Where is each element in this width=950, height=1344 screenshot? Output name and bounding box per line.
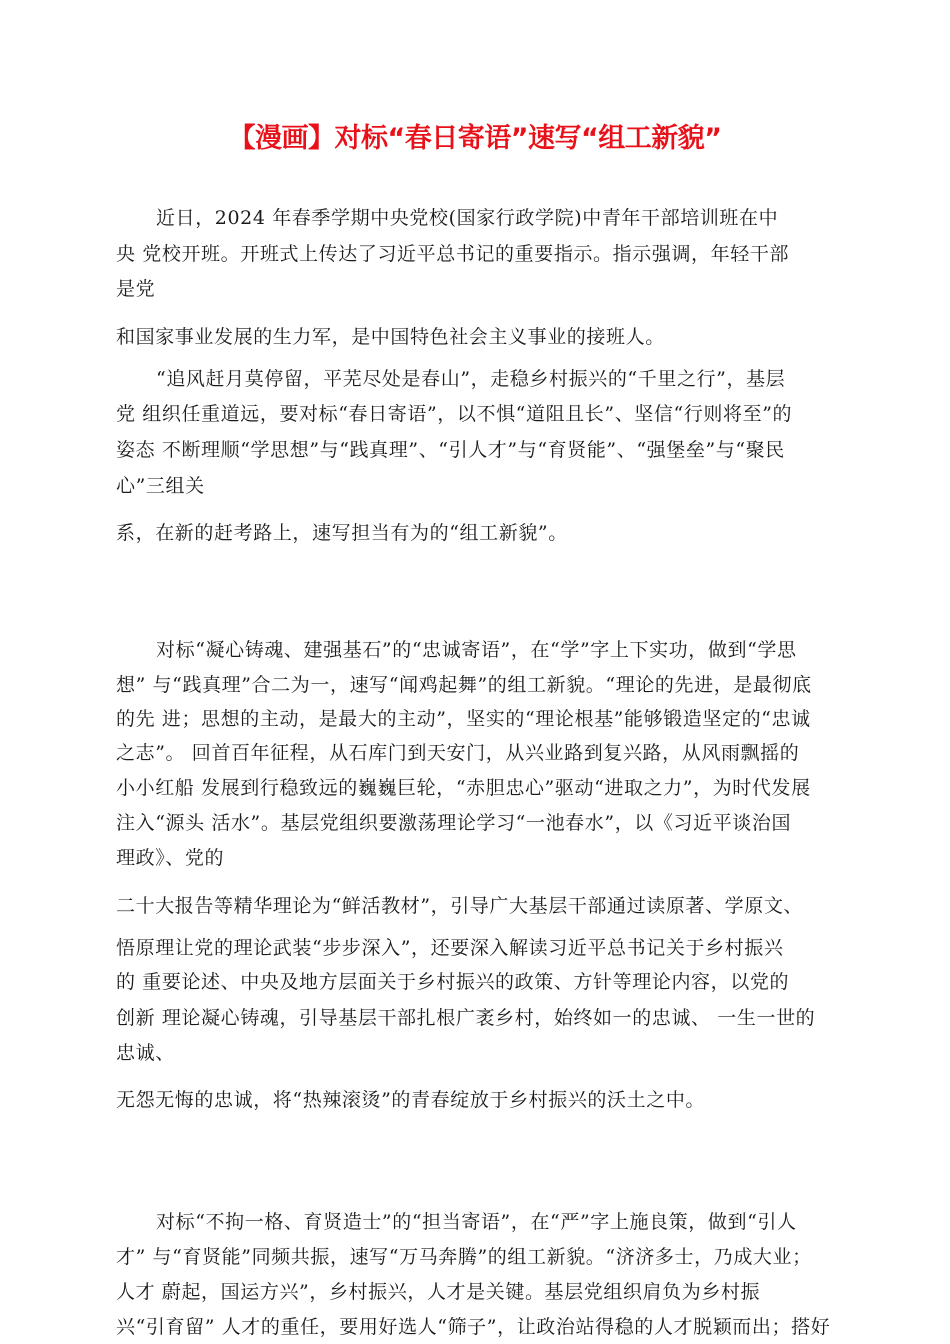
paragraph-line: 系，在新的赶考路上，速写担当有为的“组工新貌”。 <box>116 522 568 544</box>
paragraph-line: 的先 进；思想的主动，是最大的主动”，坚实的“理论根基”能够锻造坚定的“忠诚 <box>116 708 811 730</box>
paragraph-line: 人才 蔚起，国运方兴”，乡村振兴，人才是关键。基层党组织肩负为乡村振 <box>116 1281 761 1303</box>
paragraph-line: 才” 与“育贤能”同频共振，速写“万马奔腾”的组工新貌。“济济多士，乃成大业； <box>116 1246 812 1268</box>
paragraph-line: 二十大报告等精华理论为“鲜活教材”，引导广大基层干部通过读原著、学原文、 <box>116 895 804 917</box>
paragraph-line: 心”三组关 <box>116 475 205 497</box>
paragraph-line: 是党 <box>116 278 156 300</box>
paragraph-line: 理政》、党的 <box>116 847 225 869</box>
paragraph-line: 小小红船 发展到行稳致远的巍巍巨轮，“赤胆忠心”驱动“进取之力”，为时代发展 <box>116 777 811 799</box>
paragraph-line: 想” 与“践真理”合二为一，速写“闻鸡起舞”的组工新貌。“理论的先进，是最彻底 <box>116 674 812 696</box>
paragraph-line: 注入“源头 活水”。基层党组织要激荡理论学习“一池春水”，以《习近平谈治国 <box>116 812 792 834</box>
paragraph-line: 央 党校开班。开班式上传达了习近平总书记的重要指示。指示强调，年轻干部 <box>116 243 790 265</box>
paragraph-line: 悟原理让党的理论武装“步步深入”，还要深入解读习近平总书记关于乡村振兴 <box>116 937 784 959</box>
paragraph-line: 兴“引育留” 人才的重任，要用好选人“筛子”，让政治站得稳的人才脱颖而出；搭好 <box>116 1316 831 1338</box>
paragraph-line: “追风赶月莫停留，平芜尽处是春山”，走稳乡村振兴的“千里之行”，基层 <box>156 368 786 390</box>
paragraph-line: 的 重要论述、中央及地方层面关于乡村振兴的政策、方针等理论内容，以党的 <box>116 971 790 993</box>
paragraph-line: 之志”。 回首百年征程，从石库门到天安门，从兴业路到复兴路，从风雨飘摇的 <box>116 742 800 764</box>
paragraph-line: 创新 理论凝心铸魂，引导基层干部扎根广袤乡村，始终如一的忠诚、 一生一世的 <box>116 1007 816 1029</box>
paragraph-line: 忠诚、 <box>116 1042 175 1064</box>
paragraph-line: 近日，2024 年春季学期中央党校(国家行政学院)中青年干部培训班在中 <box>156 207 779 229</box>
paragraph-line: 对标“不拘一格、育贤造士”的“担当寄语”，在“严”字上施良策，做到“引人 <box>156 1211 797 1233</box>
paragraph-line: 无怨无悔的忠诚，将“热辣滚烫”的青春绽放于乡村振兴的沃土之中。 <box>116 1089 706 1111</box>
paragraph-line: 党 组织任重道远，要对标“春日寄语”，以不惧“道阻且长”、坚信“行则将至”的 <box>116 403 793 425</box>
paragraph-line: 对标“凝心铸魂、建强基石”的“忠诚寄语”，在“学”字上下实功，做到“学思 <box>156 639 797 661</box>
paragraph-line: 姿态 不断理顺“学思想”与“践真理”、“引人才”与“育贤能”、“强堡垒”与“聚民 <box>116 439 785 461</box>
paragraph-line: 和国家事业发展的生力军，是中国特色社会主义事业的接班人。 <box>116 326 665 348</box>
page-title: 【漫画】对标“春日寄语”速写“组工新貌” <box>228 123 722 154</box>
